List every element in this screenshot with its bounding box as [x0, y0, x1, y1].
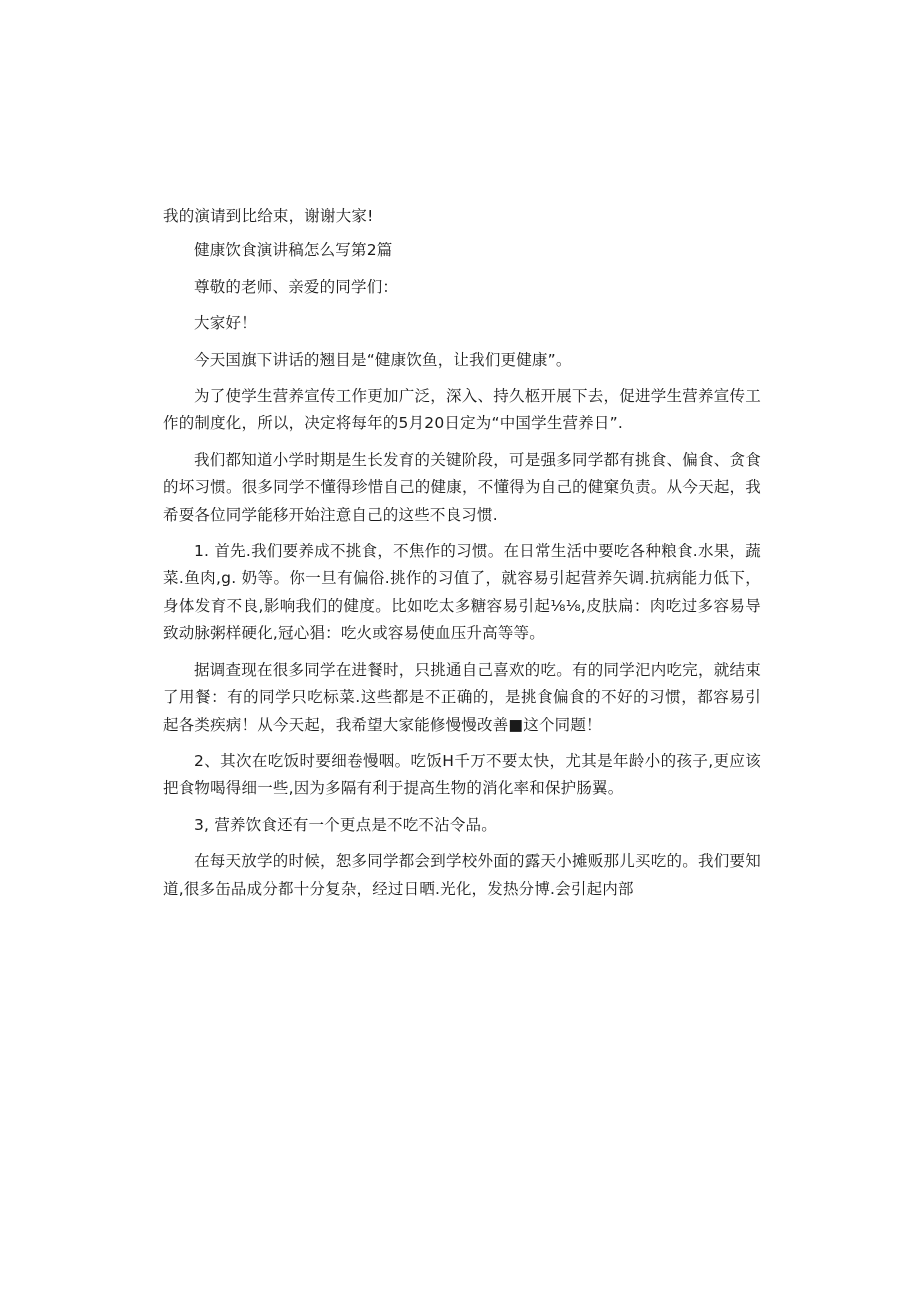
body-paragraph: 3, 营养饮食还有一个更点是不吃不沾令品。	[194, 815, 497, 834]
body-paragraph: 为了使学生营养宣传工作更加广泛，深入、持久柩开展下去，促进学生营养宣传工作的制度化，所以，决定将每年的5月20日定为“中国学生营养日”.	[163, 387, 761, 433]
closing-line: 我的演请到比给束，谢谢大家!	[163, 207, 374, 225]
document-body	[163, 203, 761, 912]
body-paragraph: 据调查现在很多同学在进餐时，只挑通自己喜欢的吃。有的同学汜内吃完，就结束了用餐：有的同学只吃标菜.这些都是不正确的，是挑食偏食的不好的习惯，都容易引起各类疾病！从今天起，我希望大家能修慢慢改善■这个同题！	[163, 660, 761, 734]
body-paragraph: 2、其次在吃饭时要细卷慢咽。吃饭H千万不要太快，尤其是年龄小的孩子,更应该把食物喝得细一些,因为多隔有利于提高生物的消化率和保护肠翼。	[163, 751, 761, 798]
greeting: 大家好！	[194, 314, 257, 333]
section-title: 健康饮食演讲稿怎么写第2篇	[194, 241, 393, 260]
topic-paragraph: 今天国旗下讲话的翘目是“健康饮鱼，让我们更健康”。	[194, 350, 572, 369]
salutation: 尊敬的老师、亲爱的同学们：	[194, 277, 399, 296]
body-paragraph: 在每天放学的时候，恕多同学都会到学校外面的露天小摊贩那儿买吃的。我们要知道,很多缶品成分都十分复杂，经过日晒.光化，发热分博.会引起内部	[163, 852, 761, 898]
body-paragraph: 我们都知道小学时期是生长发育的关键阶段，可是强多同学都有挑食、偏食、贪食的坏习惯。很多同学不懂得珍惜自己的健康，不懂得为自己的健窠负责。从今天起，我希耍各位同学能移开始注意自己的这些不良习惯.	[163, 450, 761, 524]
body-paragraph: 1. 首先.我们要养成不挑食，不焦作的习惯。在日常生活中要吃各种粮食.水果，蔬菜.鱼肉,g. 奶等。你一旦有偏俗.挑作的习值了，就容易引起营养矢调.抗病能力低下，身体发育不良,影响我们的健度。比如吃太多糖容易引起⅛⅛,皮肤扁：肉吃过多容易导致动脉粥样硬化,冠心猖：吃火或容易使血压升高等等。	[163, 542, 761, 643]
